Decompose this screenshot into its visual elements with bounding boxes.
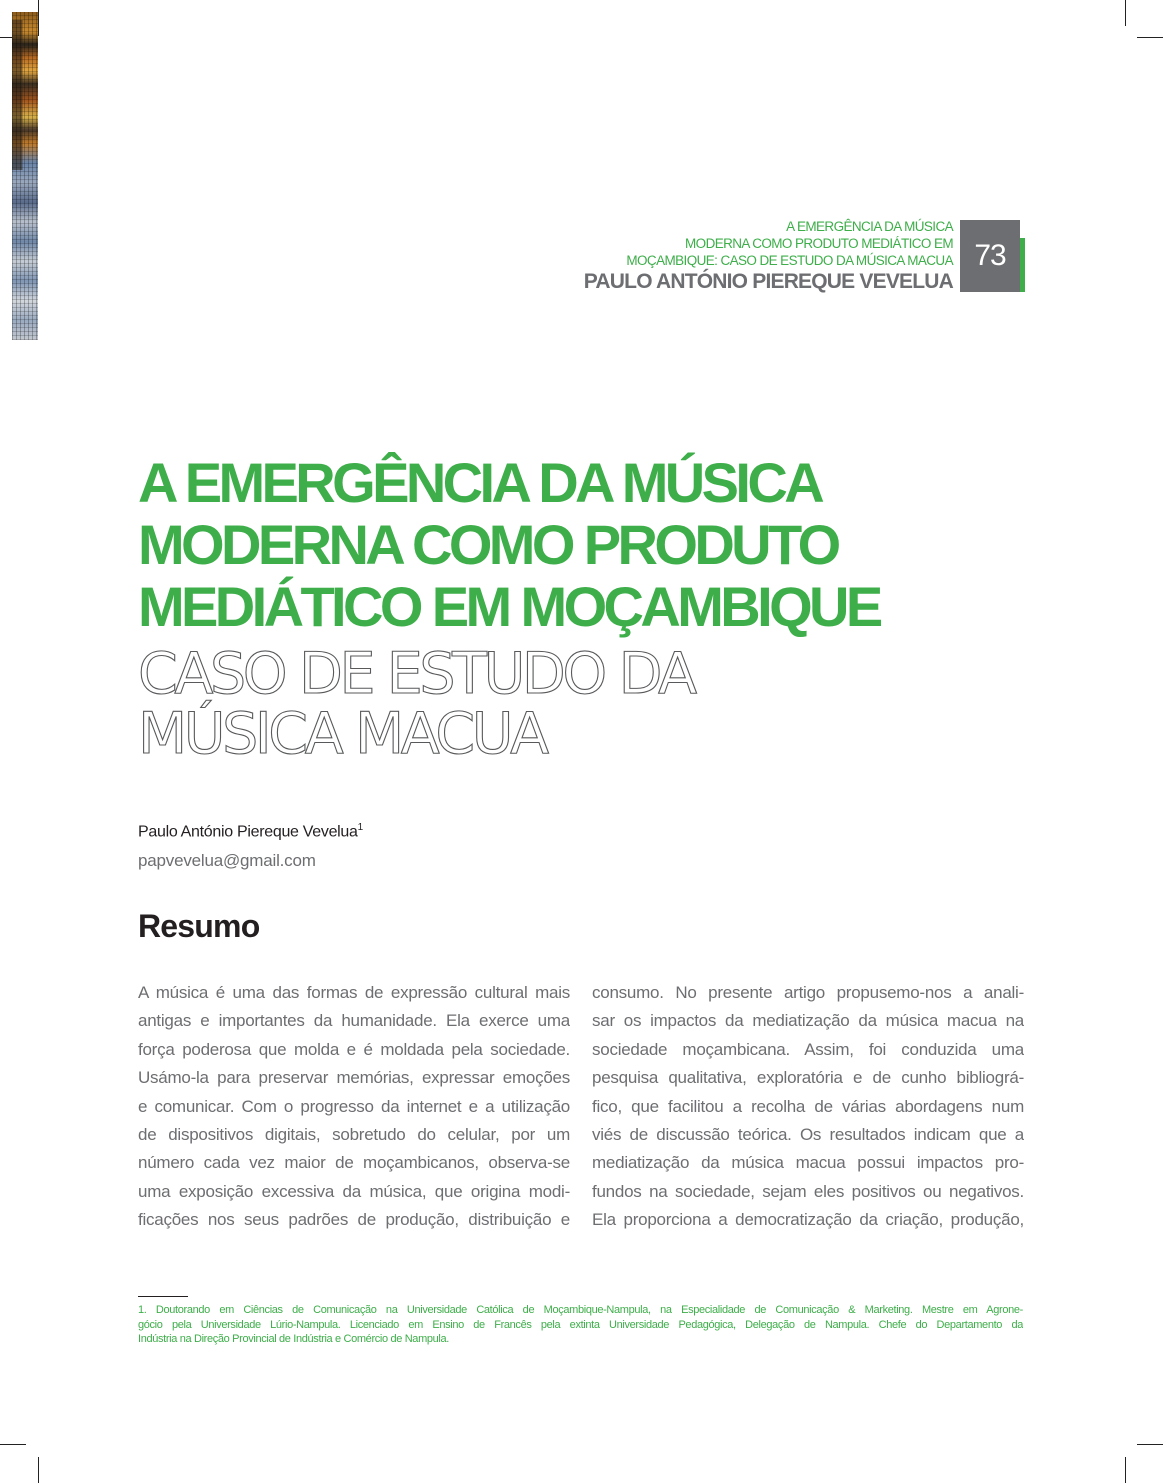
- page-number-accent-bar: [1020, 238, 1025, 292]
- abstract-line: Ela proporciona a democratização da criação, produção,: [592, 1210, 1024, 1230]
- abstract-line: pesquisa qualitativa, exploratória e de cunho bibliográ-: [592, 1068, 1024, 1088]
- article-title-line: MODERNA COMO PRODUTO: [138, 513, 838, 576]
- article-subtitle: [138, 641, 1038, 767]
- article-subtitle-line: CASO DE ESTUDO DA: [138, 641, 694, 707]
- footnote: [138, 1303, 1023, 1347]
- mosaic-image-strip: [12, 12, 38, 340]
- author-name-text: Paulo António Piereque Vevelua: [138, 823, 358, 841]
- abstract-right-column: [592, 979, 1024, 1235]
- running-header-title-line: MODERNA COMO PRODUTO MEDIÁTICO EM: [685, 236, 953, 251]
- running-header: [453, 218, 953, 294]
- abstract-line: viés de discussão teórica. Os resultados indicam que a: [592, 1124, 1024, 1144]
- abstract-line: uma exposição excessiva da música, que origina modi-: [138, 1181, 570, 1201]
- article-subtitle-line: MÚSICA MACUA: [138, 701, 546, 767]
- abstract-line: de dispositivos digitais, sobretudo do celular, por um: [138, 1124, 570, 1144]
- running-header-title: [453, 218, 953, 269]
- abstract-left-column: [138, 979, 570, 1235]
- abstract-line: antigas e importantes da humanidade. Ela exerce uma: [138, 1011, 570, 1031]
- crop-mark: [38, 1457, 39, 1483]
- running-header-author: PAULO ANTÓNIO PIEREQUE VEVELUA: [583, 270, 953, 293]
- article-title: [138, 452, 1038, 638]
- abstract-line: sar os impactos da mediatização da música macua na: [592, 1011, 1024, 1031]
- article-title-line: A EMERGÊNCIA DA MÚSICA: [138, 451, 822, 514]
- crop-mark: [1137, 1444, 1163, 1445]
- crop-mark: [38, 0, 39, 36]
- abstract-line: fundos na sociedade, sejam eles positivos ou negativos.: [592, 1181, 1024, 1201]
- crop-mark: [1137, 37, 1163, 38]
- abstract-line: número cada vez maior de moçambicanos, observa-se: [138, 1153, 570, 1173]
- crop-mark: [1125, 0, 1126, 26]
- abstract-line: e comunicar. Com o progresso da internet e a utilização: [138, 1096, 570, 1116]
- footnote-rule: [138, 1296, 188, 1297]
- footnote-line: gócio pela Universidade Lúrio-Nampula. Licenciado em Ensino de Francês pela extinta Universidade Pedagógica, Delegação de Nampula. Chefe do Departamento da: [138, 1318, 1023, 1331]
- abstract-line: mediatização da música macua possui impactos pro-: [592, 1153, 1024, 1173]
- running-header-title-line: A EMERGÊNCIA DA MÚSICA: [786, 219, 953, 234]
- footnote-line: 1. Doutorando em Ciências de Comunicação na Universidade Católica de Moçambique-Nampula, na Especialidade de Comunicação & Marketing. Mestre em Agrone-: [138, 1304, 1023, 1316]
- article-title-line: MEDIÁTICO EM MOÇAMBIQUE: [138, 575, 880, 638]
- abstract-line: Usámo-la para preservar memórias, expressar emoções: [138, 1068, 570, 1088]
- crop-mark: [0, 1444, 26, 1445]
- crop-mark: [1125, 1457, 1126, 1483]
- section-heading: Resumo: [138, 908, 260, 944]
- abstract-line: ficações nos seus padrões de produção, distribuição e: [138, 1210, 570, 1230]
- abstract-line: A música é uma das formas de expressão cultural mais: [138, 983, 570, 1002]
- page-number: 73: [960, 220, 1020, 292]
- author-email[interactable]: papvevelua@gmail.com: [138, 851, 316, 870]
- abstract-line: força poderosa que molda e é moldada pela sociedade.: [138, 1039, 570, 1059]
- abstract-line: sociedade moçambicana. Assim, foi conduzida uma: [592, 1039, 1024, 1059]
- crop-mark: [0, 37, 12, 38]
- author-name: [138, 822, 363, 841]
- footnote-line: Indústria na Direção Provincial de Indústria e Comércio de Nampula.: [138, 1333, 449, 1345]
- abstract-line: consumo. No presente artigo propusemo-nos a anali-: [592, 983, 1024, 1002]
- mosaic-shadow: [12, 20, 38, 170]
- abstract-line: fico, que facilitou a recolha de várias abordagens num: [592, 1096, 1024, 1116]
- running-header-title-line: MOÇAMBIQUE: CASO DE ESTUDO DA MÚSICA MACUA: [626, 253, 953, 268]
- footnote-reference[interactable]: 1: [357, 822, 363, 833]
